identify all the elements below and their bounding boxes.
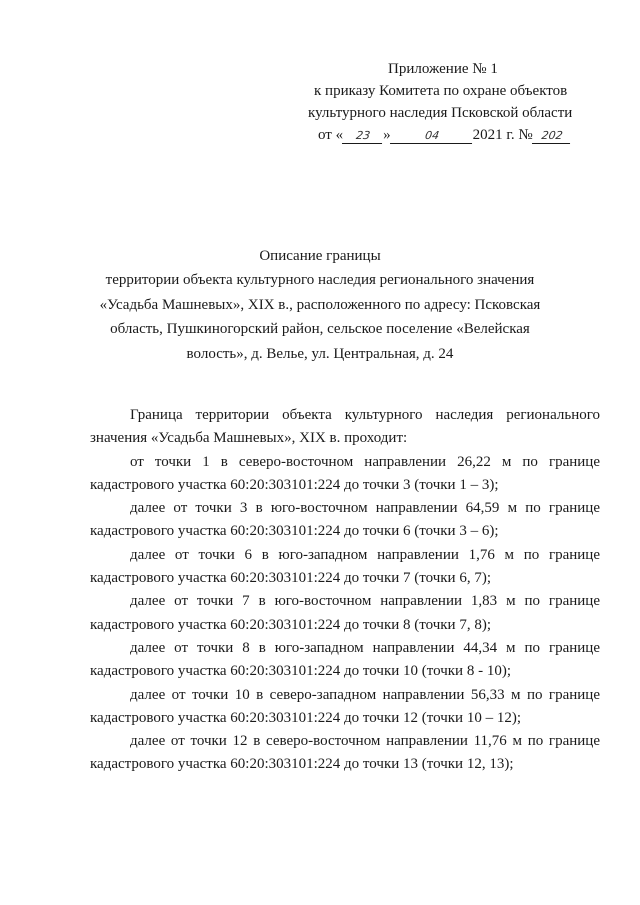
annex-order-line: к приказу Комитета по охране объектов — [314, 83, 568, 99]
boundary-segment: далее от точки 8 в юго-западном направлении 44,34 м по границе кадастрового участка 60:20:303101:224 до точки 10 (точки 8 - 10); — [90, 639, 600, 680]
boundary-segment: далее от точки 10 в северо-западном направлении 56,33 м по границе кадастрового участка 60:20:303101:224 до точки 12 (точки 10 – 12); — [90, 686, 600, 726]
boundary-segment: далее от точки 7 в юго-восточном направлении 1,83 м по границе кадастрового участка 60:20:303101:224 до точки 8 (точки 7, 8); — [90, 593, 600, 633]
handwritten-day: 23 — [342, 129, 384, 144]
annex-date-line — [300, 124, 610, 146]
annex-header — [300, 58, 610, 146]
date-prefix: от « — [318, 127, 344, 143]
boundary-segment: от точки 1 в северо-восточном направлении 26,22 м по границе кадастрового участка 60:20:303101:224 до точки 3 (точки 1 – 3); — [90, 453, 600, 493]
title-line-2: территории объекта культурного наследия регионального значения — [105, 272, 535, 289]
intro-paragraph: Граница территории объекта культурного наследия регионального значения «Усадьба Машневых», XIX в. проходит: — [90, 407, 600, 447]
title-line-4: область, Пушкиногорский район, сельское поселение «Велейская — [110, 321, 530, 338]
handwritten-order-number: 202 — [532, 129, 572, 144]
document-title — [90, 244, 550, 366]
boundary-segment: далее от точки 6 в юго-западном направлении 1,76 м по границе кадастрового участка 60:20:303101:224 до точки 7 (точки 6, 7); — [90, 546, 600, 587]
date-quote-close: » — [383, 127, 391, 143]
title-line-1: Описание границы — [259, 248, 381, 264]
annex-title: Приложение № 1 — [388, 61, 498, 77]
boundary-segment: далее от точки 12 в северо-восточном направлении 11,76 м по границе кадастрового участка 60:20:303101:224 до точки 13 (точки 12, 13); — [90, 733, 600, 773]
title-line-3: «Усадьба Машневых», XIX в., расположенного по адресу: Псковская — [99, 296, 541, 313]
year-and-number-label: 2021 г. № — [472, 127, 533, 143]
title-line-5: волость», д. Велье, ул. Центральная, д. 24 — [186, 345, 454, 362]
boundary-description — [90, 404, 600, 777]
handwritten-month: 04 — [390, 129, 474, 144]
annex-committee-line: культурного наследия Псковской области — [308, 105, 573, 121]
boundary-segment: далее от точки 3 в юго-восточном направлении 64,59 м по границе кадастрового участка 60:20:303101:224 до точки 6 (точки 3 – 6); — [90, 500, 600, 540]
